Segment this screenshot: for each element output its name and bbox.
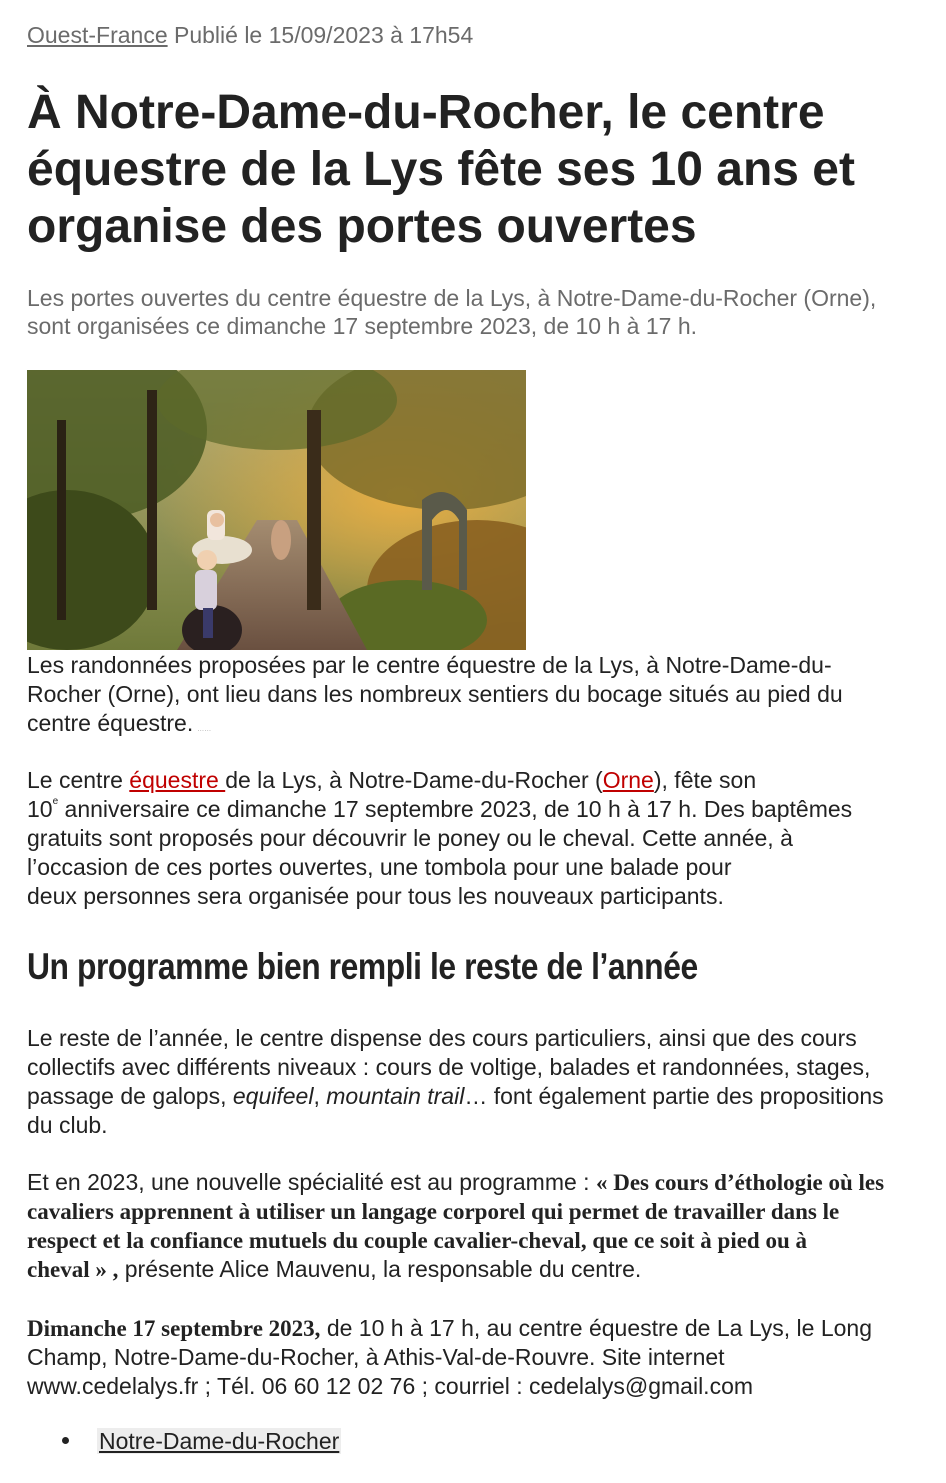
caption-line: Rocher (Orne), ont lieu dans les nombreux sentiers du bocage situés au pied du <box>27 681 843 707</box>
source-link[interactable]: Ouest-France <box>27 22 168 48</box>
tag-link[interactable]: Notre-Dame-du-Rocher <box>99 1428 340 1454</box>
caption-line: Les randonnées proposées par le centre équestre de la Lys, à Notre-Dame-du- <box>27 652 832 678</box>
quote-line: respect et la confiance mutuels du couple cavalier-cheval, que ce soit à pied ou à <box>27 1228 808 1253</box>
article-title <box>27 84 927 255</box>
ordinal-sup: e <box>52 796 59 807</box>
title-line: À Notre-Dame-du-Rocher, le centre <box>27 86 825 139</box>
photo-caption <box>27 651 843 744</box>
photo-credit: …… <box>197 726 212 733</box>
date-bold: Dimanche 17 septembre 2023, <box>27 1316 321 1341</box>
paragraph-line: Champ, Notre-Dame-du-Rocher, à Athis-Val-de-Rouvre. Site internet <box>27 1344 725 1370</box>
paragraph-line: gratuits sont proposés pour découvrir le poney ou le cheval. Cette année, à <box>27 825 793 851</box>
lead-line: Les portes ouvertes du centre équestre de la Lys, à Notre-Dame-du-Rocher (Orne), <box>27 285 877 311</box>
text-span: , <box>313 1083 327 1109</box>
title-line: organise des portes ouvertes <box>27 200 697 253</box>
text-span: passage de galops, <box>27 1083 233 1109</box>
paragraph-line: du club. <box>27 1112 108 1138</box>
paragraph-line: l’occasion de ces portes ouvertes, une tombola pour une balade pour <box>27 854 732 880</box>
paragraph-line: www.cedelalys.fr ; Tél. 06 60 12 02 76 ; courriel : cedelalys@gmail.com <box>27 1373 754 1399</box>
text-span: 10 <box>27 796 53 822</box>
article-lead <box>27 284 876 340</box>
paragraph-quote <box>27 1168 884 1284</box>
text-span: … font également partie des propositions <box>464 1083 884 1109</box>
text-span: Le centre <box>27 767 130 793</box>
quote-text: « Des cours d’éthologie où les <box>595 1170 885 1195</box>
forest-ride-photo <box>27 370 526 650</box>
paragraph-line: Le reste de l’année, le centre dispense des cours particuliers, ainsi que des cours <box>27 1025 857 1051</box>
text-span: anniversaire ce dimanche 17 septembre 2023, de 10 h à 17 h. Des baptêmes <box>58 796 853 822</box>
text-span: ), fête son <box>653 767 757 793</box>
lead-line: sont organisées ce dimanche 17 septembre 2023, de 10 h à 17 h. <box>27 313 698 339</box>
paragraph-program <box>27 1024 884 1140</box>
section-heading: Un programme bien rempli le reste de l’année <box>27 946 698 987</box>
bullet-icon <box>62 1437 69 1444</box>
article-photo <box>27 370 526 650</box>
orne-link[interactable]: Orne <box>602 767 654 793</box>
publish-date: Publié le 15/09/2023 à 17h54 <box>174 22 474 48</box>
text-span: de la Lys, à Notre-Dame-du-Rocher ( <box>225 767 603 793</box>
paragraph-line: collectifs avec différents niveaux : cours de voltige, balades et randonnées, stages, <box>27 1054 871 1080</box>
quote-text: cheval » , <box>27 1257 119 1282</box>
caption-line: centre équestre. <box>27 710 194 736</box>
tag-list <box>62 1428 341 1455</box>
italic-term: mountain trail <box>326 1083 465 1109</box>
equestre-link[interactable]: équestre <box>129 767 226 793</box>
paragraph-intro <box>27 766 852 911</box>
text-span: présente Alice Mauvenu, la responsable du centre. <box>118 1256 642 1282</box>
text-span: Et en 2023, une nouvelle spécialité est au programme : <box>27 1169 596 1195</box>
italic-term: equifeel <box>232 1083 314 1109</box>
title-line: équestre de la Lys fête ses 10 ans et <box>27 143 855 196</box>
paragraph-practical <box>27 1314 872 1401</box>
text-span: de 10 h à 17 h, au centre équestre de La Lys, le Long <box>320 1315 872 1341</box>
paragraph-line: deux personnes sera organisée pour tous les nouveaux participants. <box>27 883 724 909</box>
article-meta <box>27 22 473 49</box>
quote-line: cavaliers apprennent à utiliser un langage corporel qui permet de travailler dans le <box>27 1199 840 1224</box>
